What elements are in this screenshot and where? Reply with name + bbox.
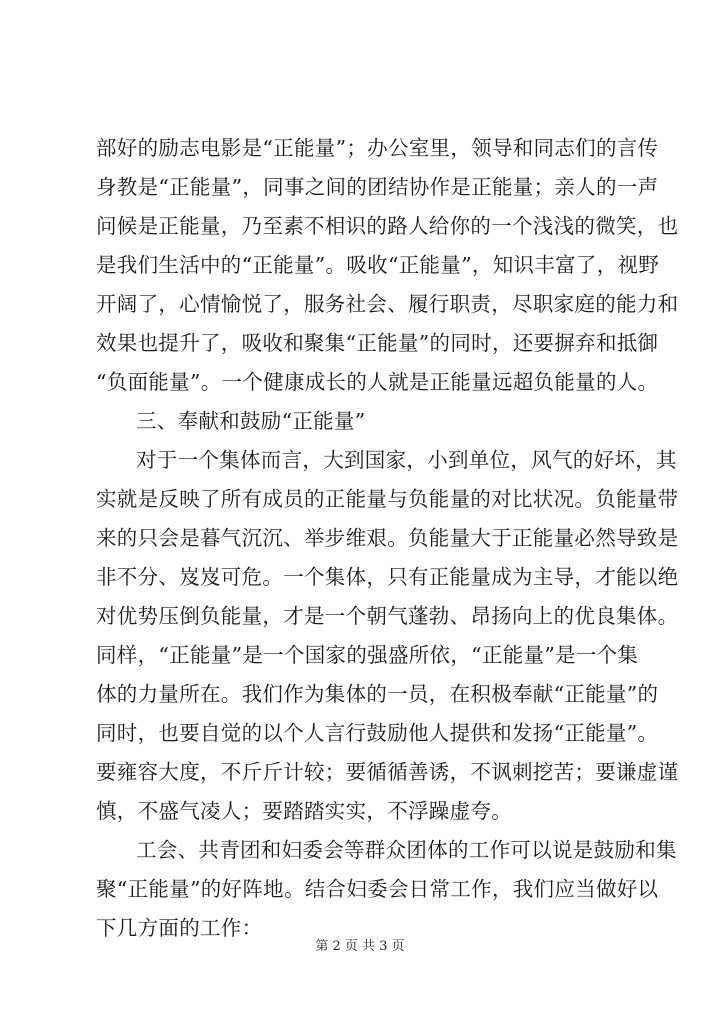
body-text-line: 工会、共青团和妇委会等群众团体的工作可以说是鼓励和集 bbox=[136, 838, 677, 862]
body-text-line: 是我们生活中的“正能量”。吸收“正能量”，知识丰富了，视野 bbox=[96, 253, 660, 277]
body-text-line: 同样，“正能量”是一个国家的强盛所依，“正能量”是一个集 bbox=[96, 643, 639, 667]
body-text-line: 体的力量所在。我们作为集体的一员，在积极奉献“正能量”的 bbox=[96, 682, 659, 706]
body-text-line: 非不分、岌岌可危。一个集体，只有正能量成为主导，才能以绝 bbox=[96, 565, 679, 589]
section-heading: 三、奉献和鼓励“正能量” bbox=[136, 409, 366, 433]
body-text-line: 部好的励志电影是“正能量”；办公室里，领导和同志们的言传 bbox=[96, 136, 659, 160]
body-text-line: 聚“正能量”的好阵地。结合妇委会日常工作，我们应当做好以 bbox=[96, 877, 659, 901]
body-text-line: 慎，不盛气凌人；要踏踏实实，不浮躁虚夸。 bbox=[96, 799, 512, 823]
body-text-line: 效果也提升了，吸收和聚集“正能量”的同时，还要摒弃和抵御 bbox=[96, 331, 659, 355]
body-text-line: 要雍容大度，不斤斤计较；要循循善诱，不讽刺挖苦；要谦虚谨 bbox=[96, 760, 679, 784]
body-text-line: 对优势压倒负能量，才是一个朝气蓬勃、昂扬向上的优良集体。 bbox=[96, 604, 679, 628]
body-text-line: 下几方面的工作： bbox=[96, 916, 263, 940]
page-number-footer: 第 2 页 共 3 页 bbox=[315, 939, 405, 954]
body-text-line: 开阔了，心情愉悦了，服务社会、履行职责，尽职家庭的能力和 bbox=[96, 292, 679, 316]
body-text-line: 对于一个集体而言，大到国家，小到单位，风气的好坏，其 bbox=[136, 448, 677, 472]
body-text-line: 身教是“正能量”，同事之间的团结协作是正能量；亲人的一声 bbox=[96, 175, 659, 199]
body-text-line: 同时，也要自觉的以个人言行鼓励他人提供和发扬“正能量”。 bbox=[96, 721, 659, 745]
body-text-line: 问候是正能量，乃至素不相识的路人给你的一个浅浅的微笑，也 bbox=[96, 214, 679, 238]
body-text-line: 实就是反映了所有成员的正能量与负能量的对比状况。负能量带 bbox=[96, 487, 679, 511]
body-text-line: 来的只会是暮气沉沉、举步维艰。负能量大于正能量必然导致是 bbox=[96, 526, 679, 550]
body-text-line: “负面能量”。一个健康成长的人就是正能量远超负能量的人。 bbox=[96, 370, 659, 394]
